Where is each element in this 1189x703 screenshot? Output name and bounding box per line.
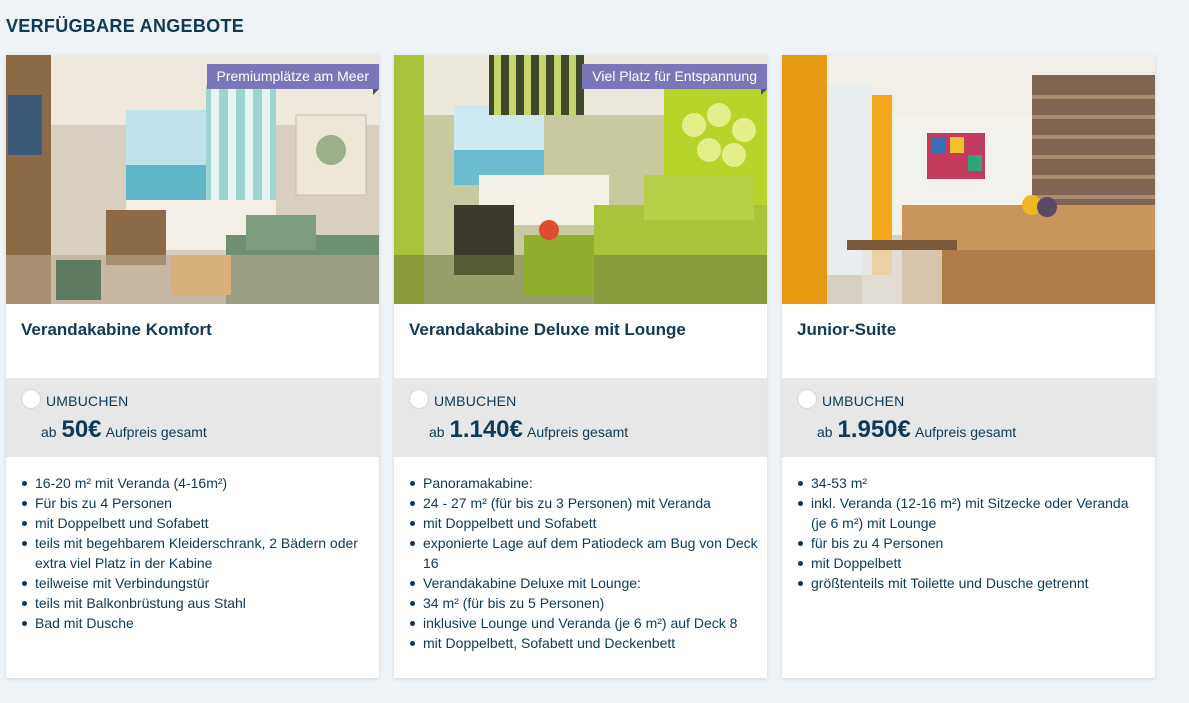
price-line [429, 416, 628, 444]
rebook-label[interactable]: UMBUCHEN [434, 393, 517, 409]
feature-item: 34-53 m² [797, 473, 1147, 493]
cabin-photo [6, 55, 379, 304]
feature-item: Verandakabine Deluxe mit Lounge: [409, 573, 759, 593]
price-amount: 50€ [61, 416, 102, 443]
feature-item: exponierte Lage auf dem Patiodeck am Bug von Deck 16 [409, 533, 759, 573]
cabin-photo [394, 55, 767, 304]
price-line [41, 416, 207, 444]
feature-item: 34 m² (für bis zu 5 Personen) [409, 593, 759, 613]
cabin-title: Verandakabine Deluxe mit Lounge [409, 320, 686, 339]
feature-item: Bad mit Dusche [21, 613, 371, 633]
feature-item: inkl. Veranda (12-16 m²) mit Sitzecke oder Veranda (je 6 m²) mit Lounge [797, 493, 1147, 533]
price-suffix: Aufpreis gesamt [915, 424, 1017, 440]
feature-item: mit Doppelbett [797, 553, 1147, 573]
feature-list [797, 473, 1147, 593]
price-box [394, 378, 767, 457]
cabin-title: Junior-Suite [797, 320, 897, 339]
price-box [782, 378, 1155, 457]
feature-item: Panoramakabine: [409, 473, 759, 493]
feature-item: teils mit Balkonbrüstung aus Stahl [21, 593, 371, 613]
promo-ribbon: Viel Platz für Entspannung [582, 64, 767, 89]
price-prefix: ab [41, 424, 57, 440]
offer-card-verandakabine-komfort[interactable] [6, 55, 379, 678]
offer-card-junior-suite[interactable] [782, 55, 1155, 678]
feature-item: mit Doppelbett und Sofabett [21, 513, 371, 533]
price-amount: 1.950€ [837, 416, 911, 443]
feature-item: mit Doppelbett und Sofabett [409, 513, 759, 533]
offer-card-verandakabine-deluxe[interactable] [394, 55, 767, 678]
price-prefix: ab [429, 424, 445, 440]
price-amount: 1.140€ [449, 416, 523, 443]
price-prefix: ab [817, 424, 833, 440]
feature-item: für bis zu 4 Personen [797, 533, 1147, 553]
feature-item: größtenteils mit Toilette und Dusche getrennt [797, 573, 1147, 593]
cabin-title: Verandakabine Komfort [21, 320, 212, 339]
feature-item: teilweise mit Verbindungstür [21, 573, 371, 593]
promo-ribbon: Premiumplätze am Meer [207, 64, 380, 89]
feature-list [409, 473, 759, 653]
rebook-radio[interactable] [409, 389, 429, 409]
feature-item: inklusive Lounge und Veranda (je 6 m²) auf Deck 8 [409, 613, 759, 633]
section-title: VERFÜGBARE ANGEBOTE [6, 16, 245, 36]
price-box [6, 378, 379, 457]
feature-item: Für bis zu 4 Personen [21, 493, 371, 513]
feature-list [21, 473, 371, 633]
offer-cards [6, 55, 1166, 679]
rebook-label[interactable]: UMBUCHEN [46, 393, 129, 409]
price-line [817, 416, 1016, 444]
rebook-label[interactable]: UMBUCHEN [822, 393, 905, 409]
feature-item: teils mit begehbarem Kleiderschrank, 2 Bädern oder extra viel Platz in der Kabine [21, 533, 371, 573]
cabin-photo [782, 55, 1155, 304]
feature-item: mit Doppelbett, Sofabett und Deckenbett [409, 633, 759, 653]
feature-item: 24 - 27 m² (für bis zu 3 Personen) mit Veranda [409, 493, 759, 513]
price-suffix: Aufpreis gesamt [105, 424, 207, 440]
rebook-radio[interactable] [21, 389, 41, 409]
feature-item: 16-20 m² mit Veranda (4-16m²) [21, 473, 371, 493]
rebook-radio[interactable] [797, 389, 817, 409]
price-suffix: Aufpreis gesamt [527, 424, 629, 440]
